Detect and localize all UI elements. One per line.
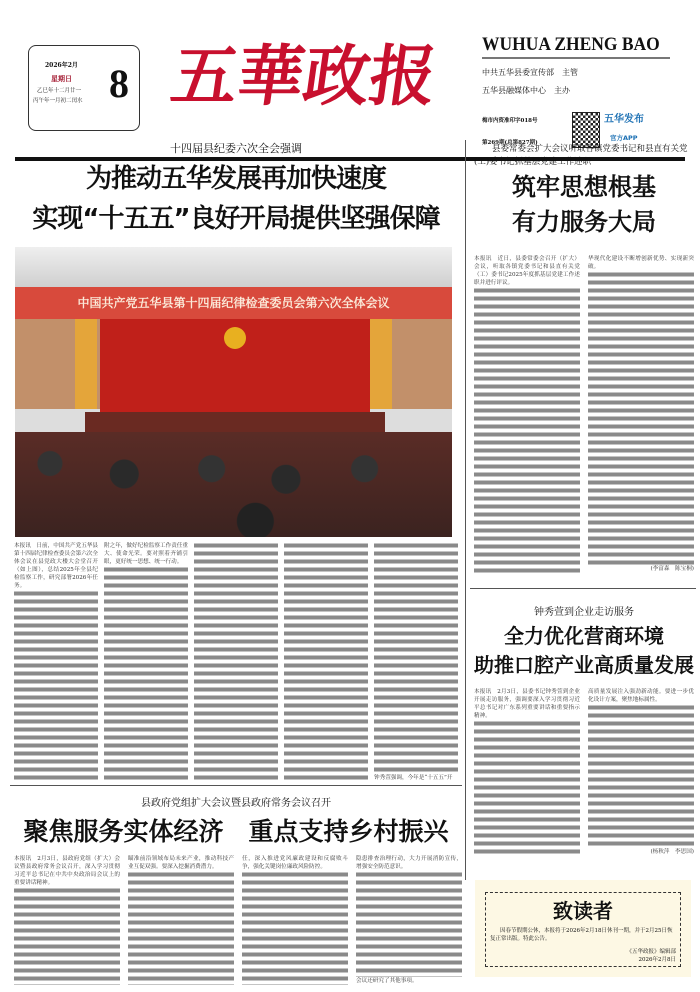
date-box — [28, 45, 140, 131]
right-mid-column-2: 高质量发展注入强劲新动能。要进一步优化设计方案，聚焦地标属性。 (杨秋萍 李思国) — [588, 689, 694, 855]
notice-body: 因春节假期公休，本报将于2026年2月18日休刊一期，并于2月25日恢复正常出版。特此公告。 — [490, 928, 673, 942]
day-number: 8 — [109, 61, 129, 106]
weekday: 星期日 — [51, 74, 72, 83]
photo-banner: 中国共产党五华县第十四届纪律检查委员会第六次全体会议 — [15, 287, 452, 319]
bottom-column-2: 瞄准前沿领域布局未来产业，推动科技产业互促双强。要深入挖掘消费潜力。 — [128, 855, 234, 985]
issue-number: 第269期(总第827期) — [482, 140, 538, 146]
right-top-kicker: 县委常委会扩大会议听取各镇党委书记和县直有关党(工)委书记抓基层党建工作述职 — [474, 144, 688, 167]
section-divider — [10, 785, 462, 786]
right-top-headline-1: 筑牢思想根基 — [512, 172, 656, 201]
reader-notice — [475, 880, 691, 977]
right-mid-headline-1: 全力优化营商环境 — [504, 624, 664, 648]
lunar-date-1: 乙巳年十二月廿一 — [37, 88, 82, 94]
notice-date: 2026年2月8日 — [638, 957, 676, 963]
print-permit: 梅市内资准印字018号 — [482, 118, 538, 124]
lead-column-3 — [194, 542, 278, 782]
bottom-column-1: 本报讯 2月3日，县政府党组（扩大）会议暨县政府常务会议召开，深入学习贯彻习近平总书记在中共中央政治局会议上的重要讲话精神。 — [14, 855, 120, 985]
bottom-kicker: 县政府党组扩大会议暨县政府常务会议召开 — [141, 798, 331, 809]
date-year-month: 2026年2月 — [45, 62, 78, 69]
newspaper-logo: 五華政报 — [166, 37, 442, 115]
lead-headline-1: 为推动五华发展再加快速度 — [85, 164, 386, 194]
right-top-column-1: 本报讯 近日，县委常委会召开（扩大）会议，听取各镇党委书记和县直有关党（工）委书记2025年度抓基层党建工作述职并进行评议。 — [474, 255, 580, 573]
lead-headline-2: 实现“十五五”良好开局提供坚强保障 — [32, 204, 440, 234]
right-mid-column-1: 本报讯 2月3日，县委书记钟秀萱到企业开展走访服务，强调要深入学习贯彻习近平总书记对广东系列重要讲话和重要指示精神。 — [474, 688, 580, 856]
sponsor-line-2: 五华县融媒体中心 主办 — [482, 86, 570, 95]
right-mid-headline-2: 助推口腔产业高质量发展 — [474, 653, 694, 677]
lead-kicker: 十四届县纪委六次全会强调 — [170, 142, 302, 155]
lead-column-5: 钟秀萱强调，今年是“十五五”开 — [374, 542, 458, 782]
lead-column-4 — [284, 542, 368, 782]
bottom-column-4: 隐患排查治理行动，大力开展消防宣传，增强安全防范意识。 会议还研究了其他事项。 — [356, 856, 462, 984]
party-emblem-icon — [224, 327, 246, 349]
bottom-headline: 聚焦服务实体经济 重点支持乡村振兴 — [23, 817, 449, 846]
right-top-column-2: 华现代化建设不断增创新优势、实现新突破。 (李富森 陈宝桐) — [588, 256, 694, 572]
divider — [482, 57, 670, 59]
bottom-column-3: 任，深入推进党风廉政建设和反腐败斗争，强化关键岗位廉政风险防控。 — [242, 855, 348, 985]
lead-column-1: 本报讯 日前，中国共产党五华县第十四届纪律检查委员会第六次全体会议在县党政大楼大会堂召开（如上图），总结2025年全县纪检监察工作，研究部署2026年任务。 — [14, 542, 98, 782]
right-mid-kicker: 钟秀萱到企业走访服务 — [534, 607, 634, 618]
english-name: WUHUA ZHENG BAO — [482, 34, 660, 55]
app-name: 五华发布 — [604, 114, 644, 125]
section-divider — [470, 588, 696, 589]
column-divider — [465, 140, 466, 880]
app-subtitle: 官方APP — [610, 134, 638, 142]
notice-signature: 《五华政报》编辑部 — [626, 949, 676, 955]
lunar-date-2: 丙午年一月初二闰水 — [33, 98, 83, 104]
notice-title: 致读者 — [553, 899, 613, 923]
right-top-headline-2: 有力服务大局 — [512, 207, 656, 236]
lead-column-2: 附之年，做好纪检监察工作责任重大、使命光荣。要对照着齐铺引眼，更好统一思想、统一行动。 — [104, 542, 188, 782]
meeting-photo — [15, 247, 452, 537]
sponsor-line-1: 中共五华县委宣传部 主管 — [482, 68, 578, 77]
